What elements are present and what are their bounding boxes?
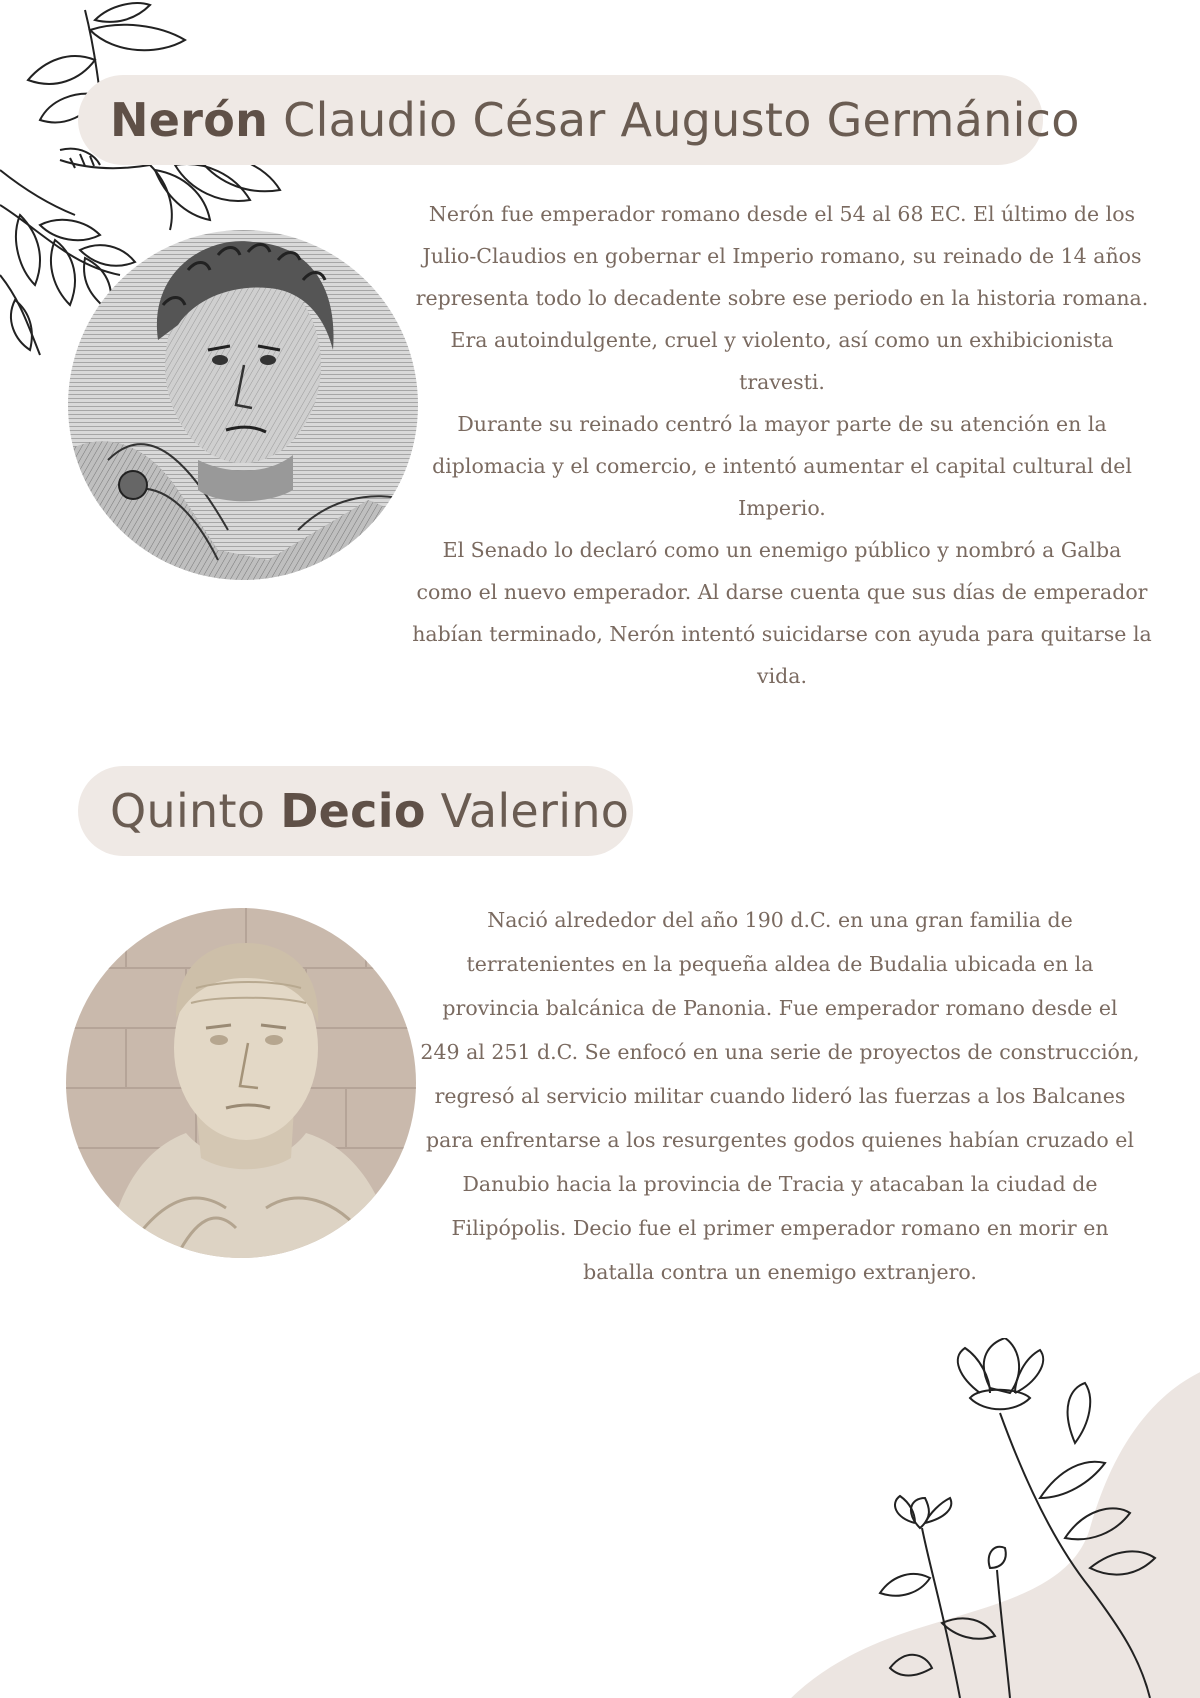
title-bold-name: Nerón <box>110 93 269 147</box>
marble-bust-decius-icon <box>66 908 416 1258</box>
title-last-name: Valerino <box>425 784 630 838</box>
engraved-portrait-nero-icon <box>68 230 418 580</box>
bio-neron <box>412 193 1152 697</box>
portrait-neron <box>68 230 418 580</box>
title-rest: Claudio César Augusto Germánico <box>268 93 1080 147</box>
bio-paragraph: El Senado lo declaró como un enemigo público y nombró a Galba como el nuevo emperador. Al darse cuenta que sus días de emperador habían terminado, Nerón intentó suicidarse con ayuda para quitarse la vida. <box>412 538 1152 688</box>
title-bold-name: Decio <box>280 784 426 838</box>
bio-paragraph: Nerón fue emperador romano desde el 54 al 68 EC. El último de los Julio-Claudios en gobernar el Imperio romano, su reinado de 14 años representa todo lo decadente sobre ese periodo en la historia romana. Era autoindulgente, cruel y violento, así como un exhibicionista travesti. <box>415 202 1149 394</box>
bio-decio <box>420 898 1140 1294</box>
section-title-decio <box>78 766 633 856</box>
bio-paragraph: Nació alrededor del año 190 d.C. en una gran familia de terratenientes en la pequeña aldea de Budalia ubicada en la provincia balcánica de Panonia. Fue emperador romano desde el 249 al 251 d.C. Se enfocó en una serie de proyectos de construcción, regresó al servicio militar cuando lideró las fuerzas a los Balcanes para enfrentarse a los resurgentes godos quienes habían cruzado el Danubio hacia la provincia de Tracia y atacaban la ciudad de Filipópolis. Decio fue el primer emperador romano en morir en batalla contra un enemigo extranjero. <box>420 908 1140 1284</box>
flower-icon <box>870 1338 1200 1698</box>
bio-paragraph: Durante su reinado centró la mayor parte de su atención en la diplomacia y el comercio, e intentó aumentar el capital cultural del Imperio. <box>432 412 1132 520</box>
portrait-decio <box>66 908 416 1258</box>
title-first-name: Quinto <box>110 784 281 838</box>
section-title-neron <box>78 75 1080 165</box>
